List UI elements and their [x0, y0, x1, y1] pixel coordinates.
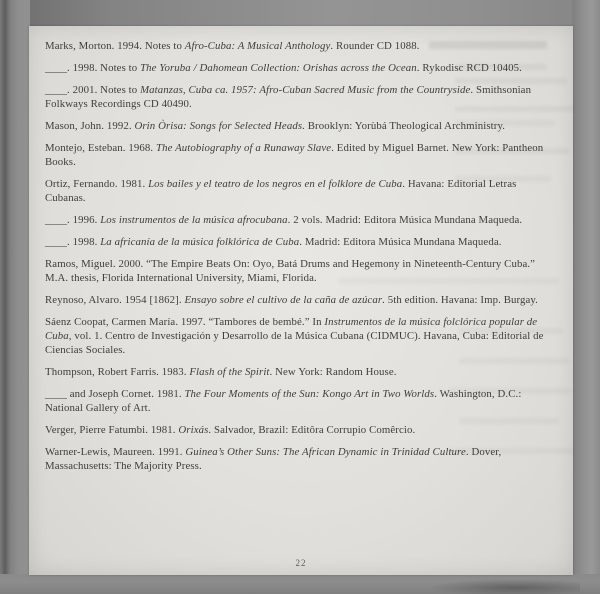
reference-text: . Smithsonian Folkways Recordings CD 40490.: [45, 84, 532, 110]
reference-title-italic: La africanía de la música folklórica de Cuba: [100, 236, 300, 248]
reference-entry: [45, 213, 559, 227]
reference-entry: [45, 365, 559, 379]
reference-text: ____. 1996.: [45, 214, 101, 226]
reference-text: Mason, John. 1992.: [45, 120, 135, 132]
reference-title-italic: Los instrumentos de la música afrocubana: [100, 214, 288, 226]
reference-title-italic: The Autobiography of a Runaway Slave: [155, 142, 332, 154]
reference-entry: [45, 61, 559, 75]
reference-title-italic: Orixás: [178, 424, 209, 436]
reference-title-italic: The Four Moments of the Sun: Kongo Art in Two Worlds: [184, 388, 435, 400]
reference-text: ____. 2001. Notes to: [45, 84, 141, 96]
reference-text: . New York: Random House.: [269, 366, 397, 378]
scan-border-left: [0, 0, 30, 594]
reference-title-italic: Orin Òrisa: Songs for Selected Heads: [134, 120, 303, 132]
scan-border-right: [572, 0, 600, 594]
reference-text: . Dover, Massachusetts: The Majority Press.: [45, 446, 502, 472]
reference-text: , vol. 1. Centro de Investigación y Desarrollo de la Música Cubana (CIDMUC). Havana, Cuba: Editorial de Ciencias Sociales.: [45, 330, 544, 356]
reference-entry: [45, 423, 559, 437]
reference-text: Ortiz, Fernando. 1981.: [45, 178, 149, 190]
references-list: [45, 39, 559, 481]
reference-text: Ramos, Miguel. 2000. “The Empire Beats On: Oyo, Batá Drums and Hegemony in Nineteenth-Century Cuba.” M.A. thesis, Florida International University, Miami, Florida.: [45, 258, 536, 284]
reference-title-italic: Flash of the Spirit: [189, 366, 270, 378]
reference-entry: [45, 83, 559, 111]
reference-entry: [45, 293, 559, 307]
reference-text: Thompson, Robert Farris. 1983.: [45, 366, 190, 378]
reference-text: . Edited by Miguel Barnet. New York: Pantheon Books.: [45, 142, 544, 168]
reference-text: Verger, Pierre Fatumbi. 1981.: [45, 424, 179, 436]
reference-entry: [45, 119, 559, 133]
reference-entry: [45, 257, 559, 285]
reference-entry: [45, 39, 559, 53]
reference-title-italic: The Yoruba / Dahomean Collection: Orishas across the Ocean: [140, 62, 417, 74]
reference-text: Sáenz Coopat, Carmen María. 1997. “Tambores de bembé.” In: [45, 316, 325, 328]
reference-entry: [45, 387, 559, 415]
reference-text: . Rounder CD 1088.: [330, 40, 420, 52]
reference-text: . Rykodisc RCD 10405.: [416, 62, 522, 74]
reference-title-italic: Ensayo sobre el cultivo de la caña de azúcar: [184, 294, 383, 306]
reference-entry: [45, 315, 559, 357]
reference-text: . 5th edition. Havana: Imp. Burgay.: [382, 294, 538, 306]
scan-border-bottom: [0, 574, 600, 594]
reference-entry: [45, 445, 559, 473]
reference-text: . Havana: Editorial Letras Cubanas.: [45, 178, 517, 204]
reference-title-italic: Matanzas, Cuba ca. 1957: Afro-Cuban Sacred Music from the Countryside: [140, 84, 471, 96]
page-number: 22: [295, 558, 307, 568]
reference-text: Marks, Morton. 1994. Notes to: [45, 40, 185, 52]
reference-title-italic: Los bailes y el teatro de los negros en el folklore de Cuba: [148, 178, 403, 190]
reference-text: ____. 1998. Notes to: [45, 62, 141, 74]
reference-text: . Washington, D.C.: National Gallery of Art.: [45, 388, 522, 414]
reference-entry: [45, 177, 559, 205]
reference-entry: [45, 235, 559, 249]
reference-text: . Madrid: Editora Música Mundana Maqueda.: [299, 236, 502, 248]
reference-title-italic: Afro-Cuba: A Musical Anthology: [184, 40, 331, 52]
book-page: [29, 26, 573, 575]
reference-title-italic: Guinea’s Other Suns: The African Dynamic in Trinidad Culture: [185, 446, 466, 458]
scan-border-top: [0, 0, 600, 27]
reference-text: ____ and Joseph Cornet. 1981.: [45, 388, 185, 400]
reference-text: . 2 vols. Madrid: Editora Música Mundana Maqueda.: [287, 214, 523, 226]
reference-title-italic: Instrumentos de la música folclórica popular de Cuba: [45, 316, 538, 342]
reference-text: . Salvador, Brazil: Editôra Corrupio Comêrcio.: [208, 424, 416, 436]
reference-text: Reynoso, Alvaro. 1954 [1862].: [45, 294, 185, 306]
reference-entry: [45, 141, 559, 169]
reference-text: Montejo, Esteban. 1968.: [45, 142, 156, 154]
reference-text: . Brooklyn: Yorùbá Theological Archministry.: [302, 120, 506, 132]
reference-text: ____. 1998.: [45, 236, 101, 248]
reference-text: Warner-Lewis, Maureen. 1991.: [45, 446, 186, 458]
